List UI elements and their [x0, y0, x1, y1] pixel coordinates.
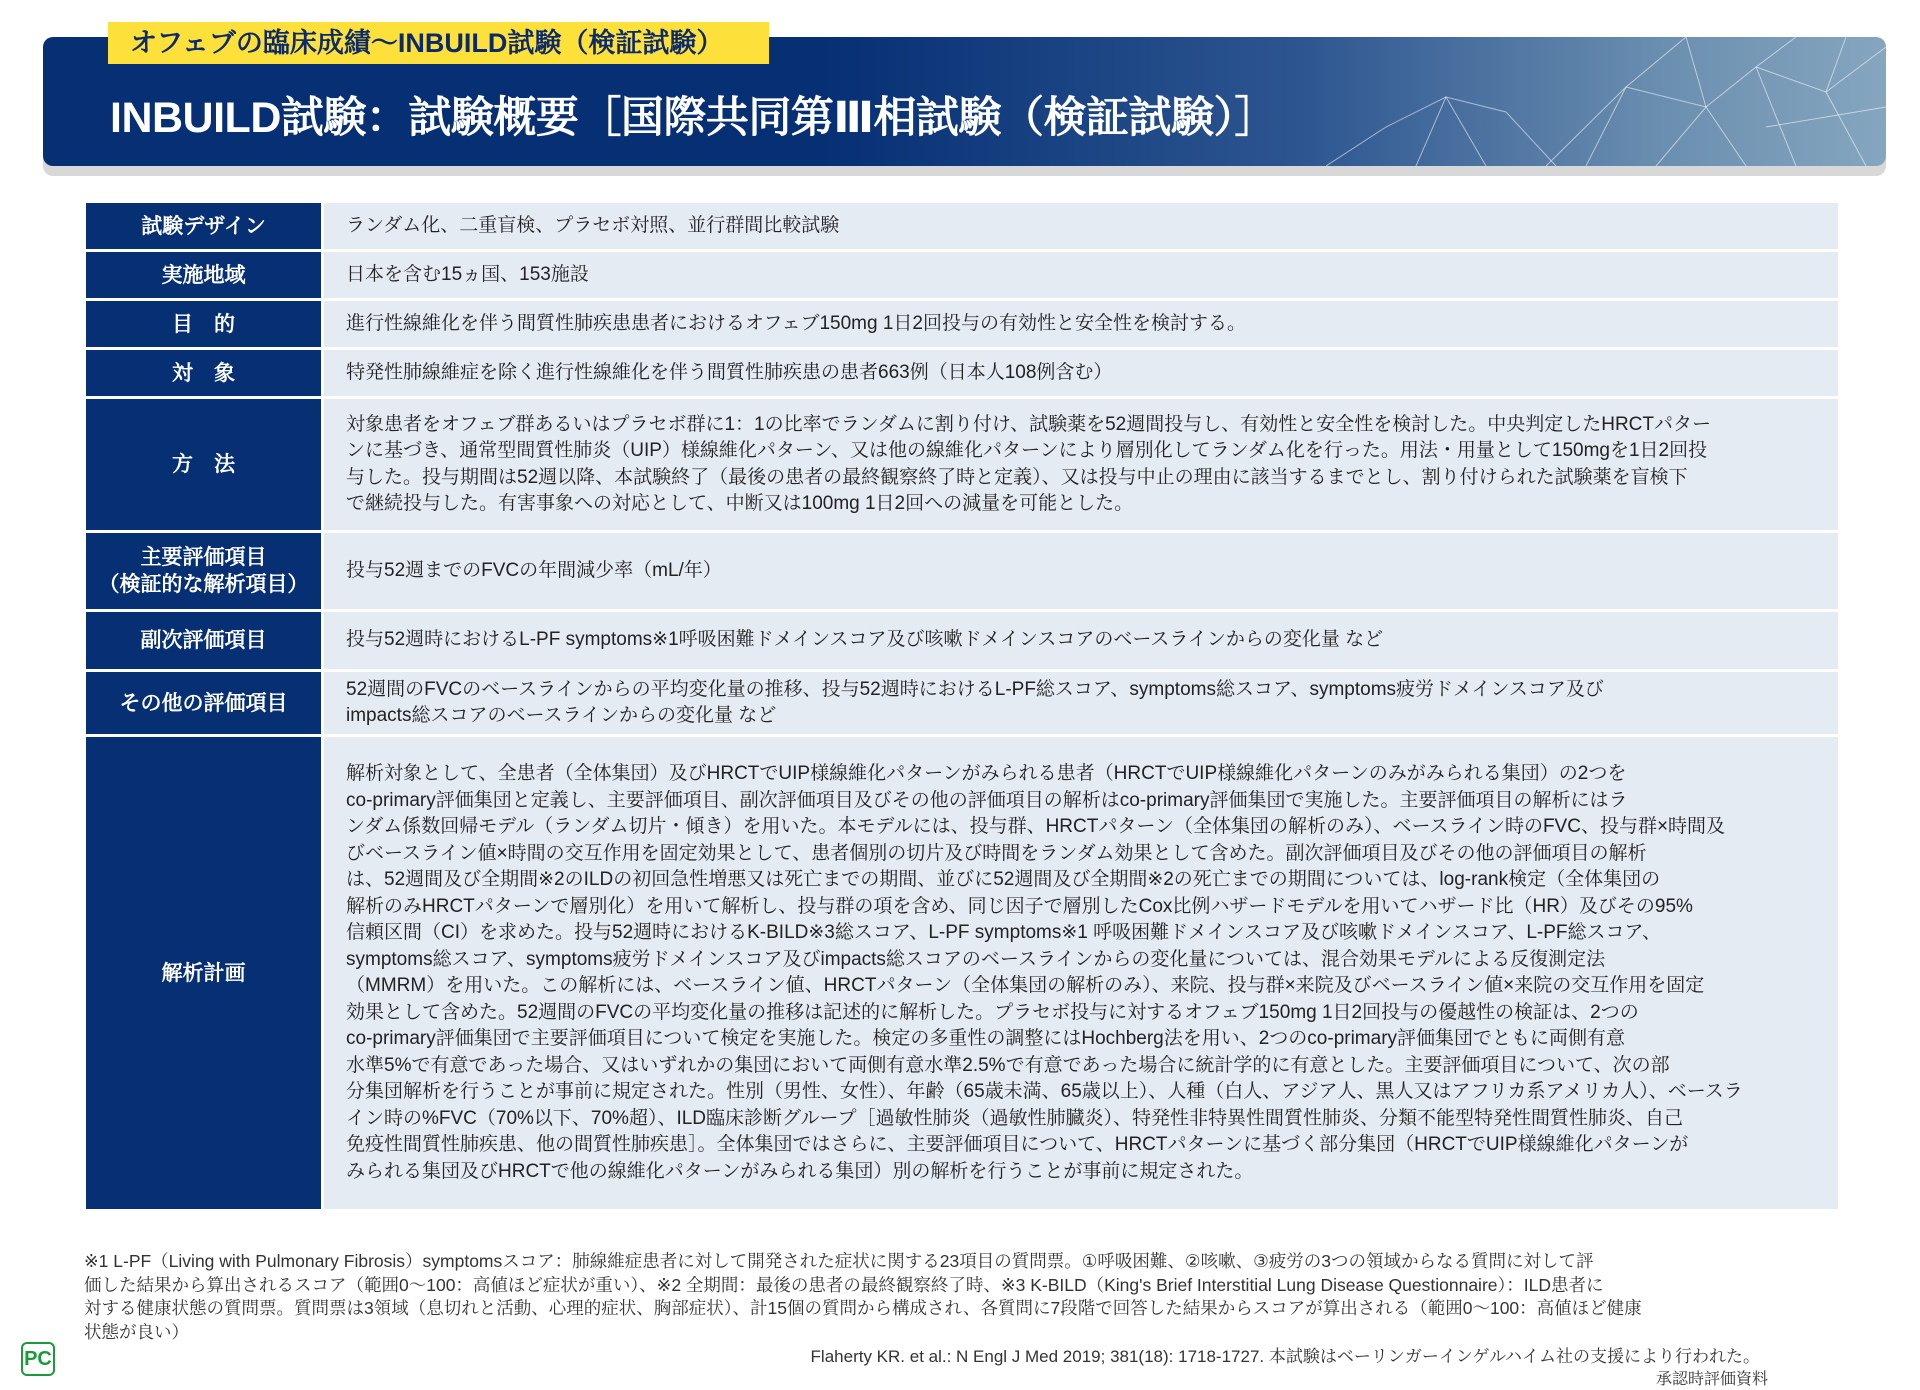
- table-row: [86, 612, 1838, 672]
- value-line: 与した。投与期間は52週以降、本試験終了（最後の患者の最終観察終了時と定義）、又は投与中止の理由に該当するまでとし、割り付けられた試験薬を盲検下: [346, 466, 1688, 488]
- footnotes: [84, 1250, 1642, 1344]
- value-line: 解析対象として、全患者（全体集団）及びHRCTでUIP様線維化パターンがみられる患者（HRCTでUIP様線維化パターンのみがみられる集団）の2つを: [346, 763, 1627, 784]
- value-line: co-primary評価集団で主要評価項目について検定を実施した。検定の多重性の調整にはHochberg法を用い、2つのco-primary評価集団でともに両側有意: [346, 1028, 1626, 1049]
- footnote-line: 対する健康状態の質問票。質問票は3領域（息切れと活動、心理的症状、胸部症状）、計15個の質問から構成され、各質問に7段階で回答した結果からスコアが算出される（範囲0〜100：高値ほど健康: [84, 1298, 1642, 1318]
- row-value: [324, 672, 1838, 734]
- row-label-text: 副次評価項目: [140, 629, 267, 652]
- footnote-line: ※1 L-PF（Living with Pulmonary Fibrosis）symptomsスコア：肺線維症患者に対して開発された症状に関する23項目の質問票。①呼吸困難、②咳嗽、③疲労の3つの領域からなる質問に対して評: [84, 1251, 1594, 1271]
- value-line: 投与52週時におけるL-PF symptoms※1呼吸困難ドメインスコア及び咳嗽ドメインスコアのベースラインからの変化量 など: [346, 629, 1384, 651]
- value-line: 分集団解析を行うことが事前に規定された。性別（男性、女性）、年齢（65歳未満、65歳以上）、人種（白人、アジア人、黒人又はアフリカ系アメリカ人）、ベースラ: [346, 1081, 1743, 1102]
- value-line: 信頼区間（CI）を求めた。投与52週時におけるK-BILD※3総スコア、L-PF symptoms※1 呼吸困難ドメインスコア及び咳嗽ドメインスコア、L-PF総スコア、: [346, 922, 1661, 943]
- row-value: [324, 737, 1838, 1209]
- row-label: [86, 203, 324, 249]
- value-line: 投与52週までのFVCの年間減少率（mL/年）: [346, 559, 722, 581]
- value-line: 進行性線維化を伴う間質性肺疾患患者におけるオフェブ150mg 1日2回投与の有効性と安全性を検討する。: [346, 312, 1246, 334]
- value-line: impacts総スコアのベースラインからの変化量 など: [346, 705, 777, 726]
- row-label-text: 対 象: [172, 361, 235, 385]
- section-tab: オフェブの臨床成績〜INBUILD試験（検証試験）: [108, 22, 769, 64]
- value-line: co-primary評価集団と定義し、主要評価項目、副次評価項目及びその他の評価項目の解析はco-primary評価集団で実施した。主要評価項目の解析にはラ: [346, 789, 1628, 811]
- value-line: 52週間のFVCのベースラインからの平均変化量の推移、投与52週時におけるL-PF総スコア、symptoms総スコア、symptoms疲労ドメインスコア及び: [346, 678, 1604, 700]
- value-line: みられる集団及びHRCTで他の線維化パターンがみられる集団）別の解析を行うことが事前に規定された。: [346, 1160, 1254, 1182]
- row-label-text: 主要評価項目: [140, 546, 267, 569]
- row-value: [324, 533, 1838, 609]
- row-label-text: 方 法: [172, 453, 235, 476]
- table-row: [86, 737, 1838, 1212]
- value-line: （MMRM）を用いた。この解析には、ベースライン値、HRCTパターン（全体集団の解析のみ）、来院、投与群×来院及びベースライン値×来院の交互作用を固定: [346, 975, 1705, 996]
- table-row: [86, 203, 1838, 252]
- row-label-subtext: （検証的な解析項目）: [98, 573, 309, 596]
- footnote-line: 価した結果から算出されるスコア（範囲0〜100：高値ほど症状が重い）、※2 全期間：最後の患者の最終観察終了時、※3 K-BILD（King's Brief Interstitial Lung Disease Questionnaire）：ILD患者に: [84, 1274, 1604, 1295]
- row-label: [86, 737, 324, 1209]
- row-label: [86, 399, 324, 530]
- row-value: [324, 350, 1838, 396]
- value-line: 対象患者をオフェブ群あるいはプラセボ群に1：1の比率でランダムに割り付け、試験薬を52週間投与し、有効性と安全性を検討した。中央判定したHRCTパター: [346, 413, 1712, 435]
- row-value: [324, 301, 1838, 347]
- value-line: 効果として含めた。52週間のFVCの平均変化量の推移は記述的に解析した。プラセボ投与に対するオフェブ150mg 1日2回投与の優越性の検証は、2つの: [346, 1001, 1639, 1023]
- value-line: 水準5%で有意であった場合、又はいずれかの集団において両側有意水準2.5%で有意であった場合に統計学的に有意とした。主要評価項目について、次の部: [346, 1054, 1670, 1076]
- value-line: 日本を含む15ヵ国、153施設: [346, 263, 589, 285]
- value-line: で継続投与した。有害事象への対応として、中断又は100mg 1日2回への減量を可能とした。: [346, 493, 1134, 514]
- citation: Flaherty KR. et al.: N Engl J Med 2019; 381(18): 1718-1727. 本試験はベーリンガーインゲルハイム社の支援により行われた。: [810, 1347, 1760, 1366]
- row-value: [324, 612, 1838, 669]
- value-line: ランダム化、二重盲検、プラセボ対照、並行群間比較試験: [346, 214, 840, 236]
- approval-note: 承認時評価資料: [1655, 1371, 1768, 1388]
- row-label: [86, 612, 324, 669]
- row-value: [324, 399, 1838, 530]
- footnote-line: 状態が良い）: [84, 1321, 189, 1342]
- row-label-text: その他の評価項目: [119, 691, 288, 715]
- value-line: symptoms総スコア、symptoms疲労ドメインスコア及びimpacts総スコアのベースラインからの変化量については、混合効果モデルによる反復測定法: [346, 948, 1606, 970]
- value-line: イン時の%FVC（70%以下、70%超）、ILD臨床診断グループ［過敏性肺炎（過敏性肺臓炎）、特発性非特異性間質性肺炎、分類不能型特発性間質性肺炎、自己: [346, 1107, 1684, 1129]
- study-overview-table: [86, 203, 1838, 1212]
- row-label-text: 試験デザイン: [141, 214, 266, 238]
- pc-logo: PC: [21, 1342, 55, 1376]
- table-row: [86, 252, 1838, 301]
- table-row: [86, 301, 1838, 350]
- row-value: [324, 203, 1838, 249]
- table-row: [86, 672, 1838, 737]
- table-row: [86, 350, 1838, 399]
- row-label: [86, 350, 324, 396]
- row-label-text: 目 的: [172, 312, 235, 336]
- table-row: [86, 533, 1838, 612]
- value-line: は、52週間及び全期間※2のILDの初回急性増悪又は死亡までの期間、並びに52週間及び全期間※2の死亡までの期間については、log-rank検定（全体集団の: [346, 869, 1661, 890]
- row-label: [86, 533, 324, 609]
- value-line: ンに基づき、通常型間質性肺炎（UIP）様線維化パターン、又は他の線維化パターンにより層別化してランダム化を行った。用法・用量として150mgを1日2回投: [346, 440, 1708, 461]
- value-line: 特発性肺線維症を除く進行性線維化を伴う間質性肺疾患の患者663例（日本人108例含む）: [346, 361, 1113, 383]
- value-line: びベースライン値×時間の交互作用を固定効果として、患者個別の切片及び時間をランダム効果として含めた。副次評価項目及びその他の評価項目の解析: [346, 842, 1647, 864]
- row-value: [324, 252, 1838, 298]
- row-label: [86, 301, 324, 347]
- value-line: 免疫性間質性肺疾患、他の間質性肺疾患］。全体集団ではさらに、主要評価項目について、HRCTパターンに基づく部分集団（HRCTでUIP様線維化パターンが: [346, 1134, 1689, 1155]
- row-label-text: 実施地域: [161, 263, 246, 287]
- row-label-text: 解析計画: [161, 961, 246, 985]
- network-pattern-icon: [1326, 37, 1886, 166]
- value-line: 解析のみHRCTパターンで層別化）を用いて解析し、投与群の項を含め、同じ因子で層別したCox比例ハザードモデルを用いてハザード比（HR）及びその95%: [346, 895, 1693, 917]
- value-line: ンダム係数回帰モデル（ランダム切片・傾き）を用いた。本モデルには、投与群、HRCTパターン（全体集団の解析のみ）、ベースライン時のFVC、投与群×時間及: [346, 816, 1726, 837]
- row-label: [86, 672, 324, 734]
- page-title: INBUILD試験：試験概要［国際共同第Ⅲ相試験（検証試験）］: [110, 94, 1278, 142]
- row-label: [86, 252, 324, 298]
- table-row: [86, 399, 1838, 533]
